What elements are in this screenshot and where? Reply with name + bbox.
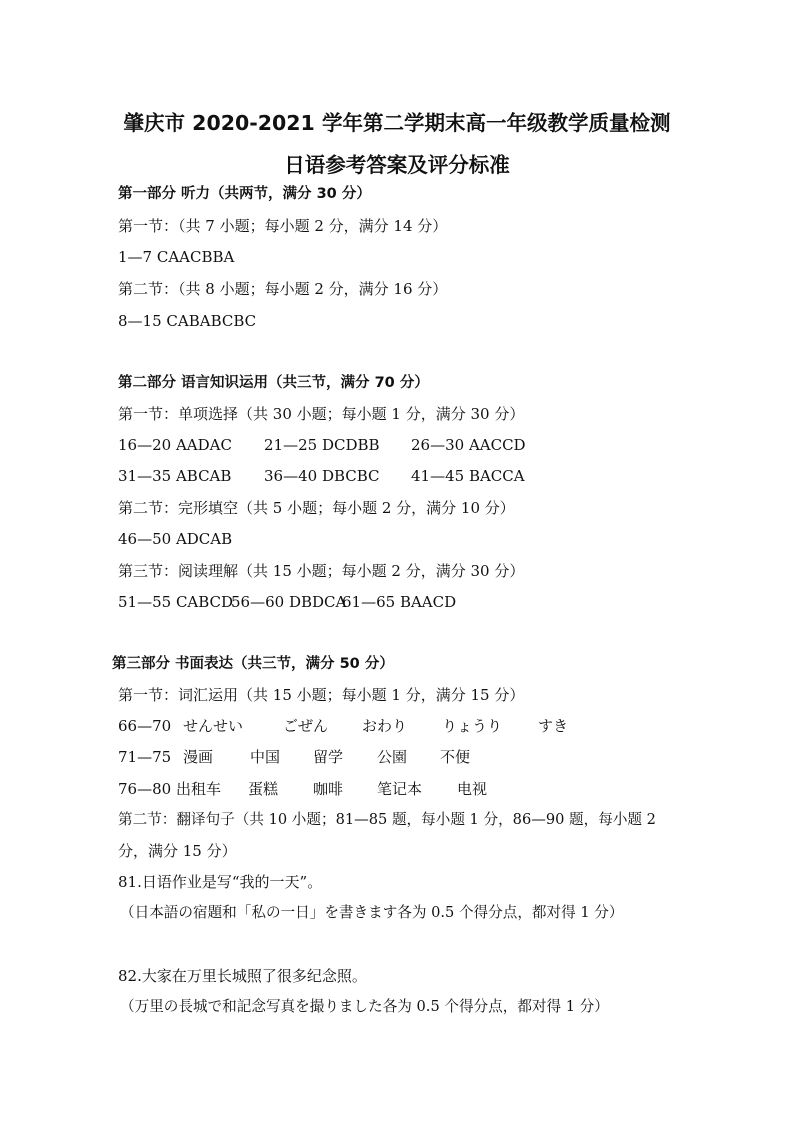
part2-section1-desc: 第一节：单项选择（共 30 小题；每小题 1 分，满分 30 分）	[118, 405, 525, 423]
part1-section1-answers: 1—7 CAACBBA	[118, 248, 235, 266]
answer-group: 31—35 ABCAB	[118, 467, 232, 485]
answer-group: 21—25 DCDBB	[264, 436, 380, 454]
question-82: 82.大家在万里长城照了很多纪念照。	[118, 967, 367, 985]
vocab-range: 66—70	[118, 717, 172, 735]
part1-section2-desc: 第二节：（共 8 小题；每小题 2 分，满分 16 分）	[118, 280, 448, 298]
vocab-answer: りょうり	[442, 717, 503, 735]
vocab-answer: 笔记本	[377, 780, 423, 798]
vocab-answer: すき	[538, 717, 569, 735]
part1-section2-answers: 8—15 CABABCBC	[118, 312, 257, 330]
vocab-answer: 电视	[457, 780, 488, 798]
document-title: 肇庆市 2020-2021 学年第二学期末高一年级教学质量检测	[123, 111, 671, 135]
vocab-answer: 留学	[313, 748, 344, 766]
part2-heading: 第二部分 语言知识运用（共三节，满分 70 分）	[118, 375, 429, 391]
question-82-scoring: （万里の長城で和記念写真を撮りました各为 0.5 个得分点，都对得 1 分）	[120, 998, 609, 1015]
vocab-answer: 公園	[377, 748, 408, 766]
vocab-answer: 咖啡	[313, 780, 344, 798]
part1-section1-desc: 第一节：（共 7 小题；每小题 2 分，满分 14 分）	[118, 217, 448, 235]
answer-group: 41—45 BACCA	[411, 467, 525, 485]
answer-group: 56—60 DBDCA	[231, 593, 347, 611]
vocab-answer: ごぜん	[283, 717, 329, 735]
vocab-range: 71—75	[118, 748, 172, 766]
question-81-scoring: （日本語の宿題和「私の一日」を書きます各为 0.5 个得分点，都对得 1 分）	[120, 904, 624, 921]
vocab-answer: 不便	[440, 748, 471, 766]
part2-section2-answers: 46—50 ADCAB	[118, 530, 233, 548]
vocab-answer: 蛋糕	[248, 780, 279, 798]
document-subtitle: 日语参考答案及评分标准	[284, 153, 510, 177]
question-81: 81.日语作业是写“我的一天”。	[118, 873, 323, 891]
answer-group: 61—65 BAACD	[342, 593, 457, 611]
part2-section3-desc: 第三节：阅读理解（共 15 小题；每小题 2 分，满分 30 分）	[118, 562, 525, 580]
answer-group: 16—20 AADAC	[118, 436, 232, 454]
answer-group: 26—30 AACCD	[411, 436, 526, 454]
vocab-answer: おわり	[362, 717, 408, 735]
part3-section2-desc-cont: 分，满分 15 分）	[118, 842, 237, 860]
vocab-answer: 中国	[250, 748, 281, 766]
answer-group: 36—40 DBCBC	[264, 467, 380, 485]
part2-section2-desc: 第二节：完形填空（共 5 小题；每小题 2 分，满分 10 分）	[118, 499, 515, 517]
part1-heading: 第一部分 听力（共两节，满分 30 分）	[118, 186, 371, 202]
part3-heading: 第三部分 书面表达（共三节，满分 50 分）	[112, 656, 394, 672]
part3-section2-desc: 第二节：翻译句子（共 10 小题；81—85 题，每小题 1 分，86—90 题，每小题 2	[118, 811, 656, 828]
vocab-answer: せんせい	[183, 717, 244, 735]
part3-section1-desc: 第一节：词汇运用（共 15 小题；每小题 1 分，满分 15 分）	[118, 686, 525, 704]
vocab-answer: 漫画	[183, 748, 214, 766]
vocab-answer: 76—80 出租车	[118, 780, 221, 798]
answer-group: 51—55 CABCD	[118, 593, 234, 611]
